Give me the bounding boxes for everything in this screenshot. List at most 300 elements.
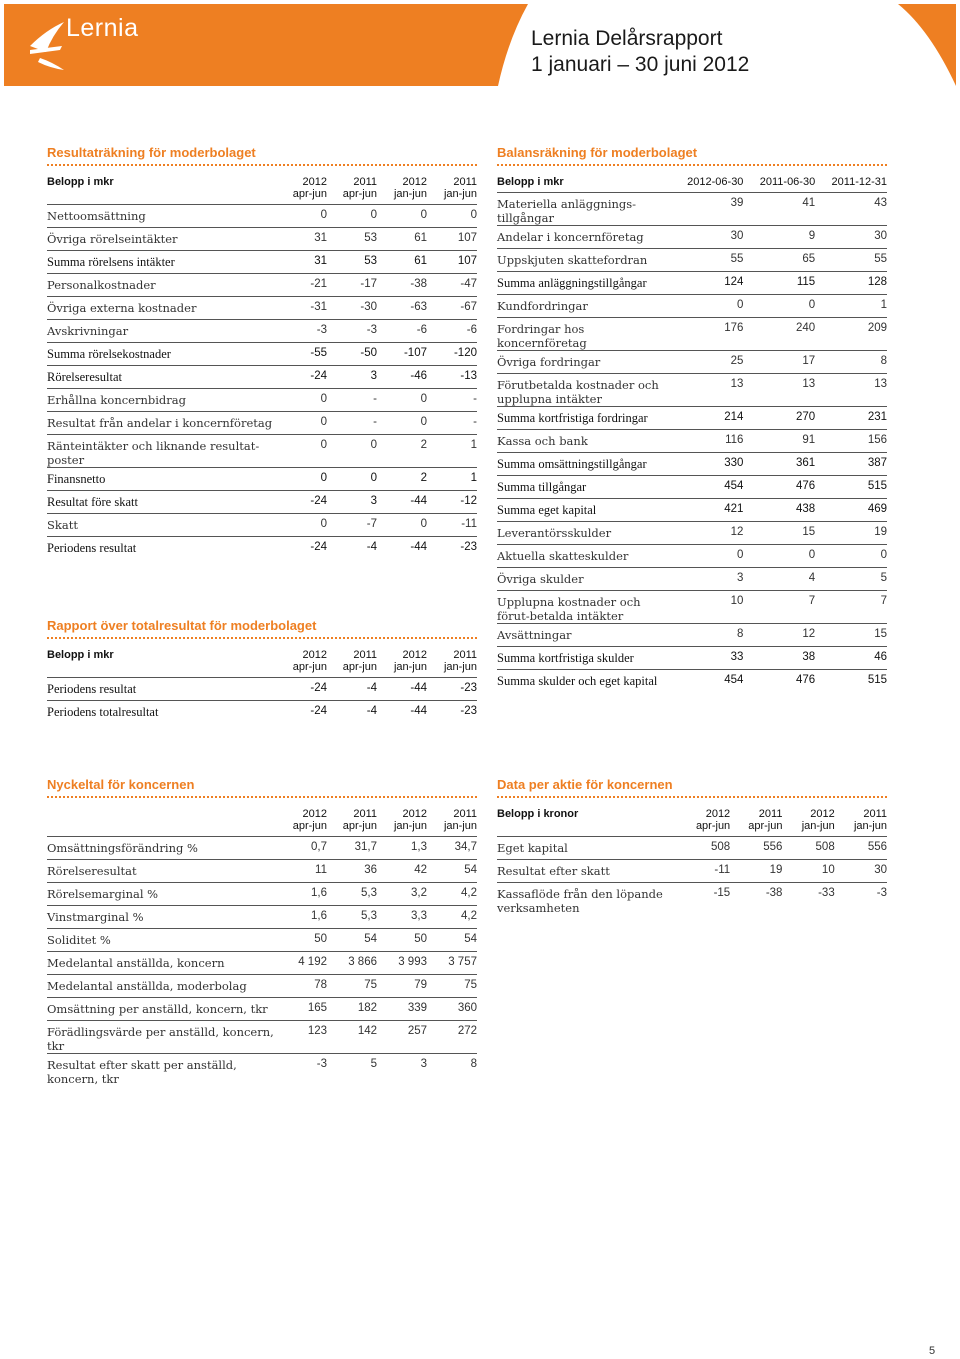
cell-value: 13 <box>743 374 815 407</box>
cell-value: 30 <box>815 226 887 249</box>
cell-value: -24 <box>277 491 327 514</box>
income-statement-section <box>47 145 477 559</box>
cell-value: 65 <box>743 249 815 272</box>
cell-value: 115 <box>743 272 815 295</box>
table-row <box>47 251 477 274</box>
row-label: Uppskjuten skattefordran <box>497 249 672 272</box>
cell-value: 257 <box>377 1021 427 1054</box>
column-period: jan-jun <box>393 820 427 832</box>
cell-value: 38 <box>743 647 815 670</box>
table-row <box>47 537 477 560</box>
row-label: Summa kortfristiga skulder <box>497 647 672 670</box>
row-label: Medelantal anställda, moderbolag <box>47 975 277 998</box>
cell-value: 3 <box>327 366 377 389</box>
table-row <box>47 929 477 952</box>
cell-value: - <box>327 412 377 435</box>
column-header <box>327 176 377 205</box>
table-row <box>47 274 477 297</box>
row-label: Eget kapital <box>497 837 678 860</box>
cell-value: 3 993 <box>377 952 427 975</box>
table-row <box>497 522 887 545</box>
per-share-table <box>497 808 887 915</box>
cell-value: - <box>427 412 477 435</box>
cell-value: -15 <box>678 883 730 916</box>
cell-value: 54 <box>427 929 477 952</box>
column-header <box>427 649 477 678</box>
cell-value: - <box>427 389 477 412</box>
table-row <box>497 837 887 860</box>
cell-value: 124 <box>672 272 744 295</box>
table-row <box>47 228 477 251</box>
row-label: Resultat efter skatt <box>497 860 678 883</box>
table-row <box>47 678 477 701</box>
column-year: 2012 <box>705 808 731 820</box>
cell-value: 8 <box>427 1054 477 1087</box>
cell-value: 454 <box>672 476 744 499</box>
cell-value: 31 <box>277 251 327 274</box>
row-label: Avsättningar <box>497 624 672 647</box>
cell-value: 176 <box>672 318 744 351</box>
cell-value: 42 <box>377 860 427 883</box>
table-row <box>47 837 477 860</box>
cell-value: 10 <box>672 591 744 624</box>
cell-value: -30 <box>327 297 377 320</box>
table-row <box>47 860 477 883</box>
cell-value: 156 <box>815 430 887 453</box>
cell-value: 0,7 <box>277 837 327 860</box>
column-header <box>730 808 782 837</box>
cell-value: -11 <box>678 860 730 883</box>
header-banner <box>0 0 960 92</box>
cell-value: 387 <box>815 453 887 476</box>
cell-value: -23 <box>427 701 477 724</box>
cell-value: 12 <box>743 624 815 647</box>
cell-value: 13 <box>815 374 887 407</box>
cell-value: -44 <box>377 537 427 560</box>
cell-value: 11 <box>277 860 327 883</box>
cell-value: 1 <box>427 435 477 468</box>
column-header <box>377 649 427 678</box>
cell-value: 0 <box>327 435 377 468</box>
column-year: 2011 <box>453 176 477 188</box>
column-header <box>782 808 834 837</box>
column-header <box>327 808 377 837</box>
column-header: 2012-06-30 <box>672 176 744 193</box>
cell-value: -47 <box>427 274 477 297</box>
row-label: Förutbetalda kostnader och upplupna intäkter <box>497 374 672 407</box>
table-row <box>47 412 477 435</box>
column-header <box>377 808 427 837</box>
cell-value: 123 <box>277 1021 327 1054</box>
cell-value: 182 <box>327 998 377 1021</box>
balance-sheet-section <box>497 145 887 692</box>
cell-value: -107 <box>377 343 427 366</box>
label-header: Belopp i mkr <box>47 176 277 205</box>
cell-value: -44 <box>377 491 427 514</box>
header-row <box>47 808 477 837</box>
logo-text: Lernia <box>66 14 139 42</box>
row-label: Periodens resultat <box>47 537 277 560</box>
cell-value: 50 <box>277 929 327 952</box>
row-label: Omsättning per anställd, koncern, tkr <box>47 998 277 1021</box>
cell-value: 116 <box>672 430 744 453</box>
cell-value: 15 <box>743 522 815 545</box>
cell-value: -55 <box>277 343 327 366</box>
row-label: Leverantörsskulder <box>497 522 672 545</box>
row-label: Materiella anläggnings-tillgångar <box>497 193 672 226</box>
cell-value: 2 <box>377 435 427 468</box>
cell-value: 0 <box>277 514 327 537</box>
column-period: apr-jun <box>342 661 377 673</box>
cell-value: 421 <box>672 499 744 522</box>
column-header <box>327 649 377 678</box>
section-title: Data per aktie för koncernen <box>497 777 887 798</box>
cell-value: -24 <box>277 678 327 701</box>
table-row <box>47 435 477 468</box>
cell-value: 30 <box>835 860 887 883</box>
table-row <box>497 318 887 351</box>
cell-value: 0 <box>743 545 815 568</box>
table-row <box>497 499 887 522</box>
row-label: Kundfordringar <box>497 295 672 318</box>
cell-value: 231 <box>815 407 887 430</box>
cell-value: 1 <box>815 295 887 318</box>
section-title: Balansräkning för moderbolaget <box>497 145 887 166</box>
label-header: Belopp i kronor <box>497 808 678 837</box>
cell-value: -7 <box>327 514 377 537</box>
cell-value: 0 <box>377 205 427 228</box>
cell-value: -21 <box>277 274 327 297</box>
table-row <box>47 320 477 343</box>
table-row <box>47 952 477 975</box>
column-header <box>277 808 327 837</box>
table-row <box>47 998 477 1021</box>
table-row <box>497 249 887 272</box>
income-table <box>47 176 477 559</box>
cell-value: -23 <box>427 537 477 560</box>
column-year: 2011 <box>353 808 377 820</box>
row-label: Erhållna koncernbidrag <box>47 389 277 412</box>
cell-value: 556 <box>730 837 782 860</box>
table-row <box>47 205 477 228</box>
row-label: Rörelseresultat <box>47 860 277 883</box>
column-header <box>277 176 327 205</box>
cell-value: 476 <box>743 476 815 499</box>
table-row <box>47 389 477 412</box>
table-row <box>47 366 477 389</box>
cell-value: 2 <box>377 468 427 491</box>
cell-value: 4,2 <box>427 883 477 906</box>
cell-value: -33 <box>782 883 834 916</box>
cell-value: 1 <box>427 468 477 491</box>
table-row <box>497 860 887 883</box>
cell-value: -38 <box>730 883 782 916</box>
cell-value: 39 <box>672 193 744 226</box>
table-row <box>47 514 477 537</box>
total-table <box>47 649 477 723</box>
cell-value: 34,7 <box>427 837 477 860</box>
column-period: jan-jun <box>443 188 477 200</box>
cell-value: -4 <box>327 701 377 724</box>
column-year: 2012 <box>302 176 327 188</box>
column-header <box>427 808 477 837</box>
column-year: 2012 <box>810 808 835 820</box>
row-label: Summa rörelsekostnader <box>47 343 277 366</box>
row-label: Nettoomsättning <box>47 205 277 228</box>
cell-value: 46 <box>815 647 887 670</box>
cell-value: 107 <box>427 228 477 251</box>
row-label: Vinstmarginal % <box>47 906 277 929</box>
row-label: Rörelsemarginal % <box>47 883 277 906</box>
cell-value: -3 <box>277 320 327 343</box>
cell-value: 43 <box>815 193 887 226</box>
column-year: 2012 <box>302 808 327 820</box>
row-label: Omsättningsförändring % <box>47 837 277 860</box>
column-period: apr-jun <box>292 820 327 832</box>
cell-value: 36 <box>327 860 377 883</box>
column-period: jan-jun <box>443 820 477 832</box>
cell-value: 19 <box>730 860 782 883</box>
cell-value: 270 <box>743 407 815 430</box>
row-label: Övriga fordringar <box>497 351 672 374</box>
cell-value: -12 <box>427 491 477 514</box>
table-row <box>497 374 887 407</box>
cell-value: 9 <box>743 226 815 249</box>
cell-value: -11 <box>427 514 477 537</box>
cell-value: 0 <box>815 545 887 568</box>
cell-value: 0 <box>672 295 744 318</box>
cell-value: 54 <box>327 929 377 952</box>
row-label: Fordringar hos koncernföretag <box>497 318 672 351</box>
cell-value: 17 <box>743 351 815 374</box>
cell-value: 61 <box>377 251 427 274</box>
cell-value: 50 <box>377 929 427 952</box>
column-header <box>427 176 477 205</box>
cell-value: 25 <box>672 351 744 374</box>
cell-value: 0 <box>427 205 477 228</box>
table-row <box>497 647 887 670</box>
table-row <box>497 226 887 249</box>
cell-value: 0 <box>377 412 427 435</box>
row-label: Periodens totalresultat <box>47 701 277 724</box>
table-row <box>47 701 477 724</box>
row-label: Summa tillgångar <box>497 476 672 499</box>
table-row <box>47 883 477 906</box>
table-row <box>497 476 887 499</box>
column-header <box>277 649 327 678</box>
cell-value: 3 757 <box>427 952 477 975</box>
column-header <box>377 176 427 205</box>
column-period: apr-jun <box>342 188 377 200</box>
cell-value: 12 <box>672 522 744 545</box>
cell-value: 55 <box>815 249 887 272</box>
table-row <box>47 343 477 366</box>
cell-value: -3 <box>835 883 887 916</box>
label-header: Belopp i mkr <box>497 176 672 193</box>
row-label: Summa rörelsens intäkter <box>47 251 277 274</box>
cell-value: 31,7 <box>327 837 377 860</box>
table-row <box>497 272 887 295</box>
row-label: Förädlingsvärde per anställd, koncern, tkr <box>47 1021 277 1054</box>
cell-value: 7 <box>815 591 887 624</box>
table-row <box>47 975 477 998</box>
cell-value: 3,2 <box>377 883 427 906</box>
column-period: jan-jun <box>801 820 835 832</box>
table-row <box>497 430 887 453</box>
table-row <box>497 453 887 476</box>
cell-value: -6 <box>377 320 427 343</box>
section-title: Nyckeltal för koncernen <box>47 777 477 798</box>
column-year: 2011 <box>863 808 887 820</box>
label-header: Belopp i mkr <box>47 649 277 678</box>
column-period: apr-jun <box>342 820 377 832</box>
cell-value: 61 <box>377 228 427 251</box>
cell-value: -4 <box>327 537 377 560</box>
table-row <box>47 906 477 929</box>
cell-value: -44 <box>377 701 427 724</box>
section-title: Resultaträkning för moderbolaget <box>47 145 477 166</box>
table-row <box>497 591 887 624</box>
cell-value: 515 <box>815 476 887 499</box>
cell-value: 209 <box>815 318 887 351</box>
cell-value: 0 <box>743 295 815 318</box>
row-label: Summa skulder och eget kapital <box>497 670 672 693</box>
column-year: 2012 <box>402 808 427 820</box>
cell-value: 330 <box>672 453 744 476</box>
row-label: Finansnetto <box>47 468 277 491</box>
cell-value: 13 <box>672 374 744 407</box>
page-number: 5 <box>929 1345 936 1357</box>
cell-value: 19 <box>815 522 887 545</box>
table-row <box>497 407 887 430</box>
key-ratios-table <box>47 808 477 1086</box>
row-label: Summa kortfristiga fordringar <box>497 407 672 430</box>
cell-value: 0 <box>327 205 377 228</box>
title-line-2: 1 januari – 30 juni 2012 <box>531 53 750 76</box>
row-label: Upplupna kostnader och förut-betalda intäkter <box>497 591 672 624</box>
cell-value: 1,3 <box>377 837 427 860</box>
column-period: jan-jun <box>393 188 427 200</box>
cell-value: 75 <box>327 975 377 998</box>
row-label: Övriga externa kostnader <box>47 297 277 320</box>
column-header: 2011-12-31 <box>815 176 887 193</box>
cell-value: 54 <box>427 860 477 883</box>
row-label: Rörelseresultat <box>47 366 277 389</box>
title-line-1: Lernia Delårsrapport <box>531 27 723 50</box>
table-row <box>47 491 477 514</box>
row-label: Resultat från andelar i koncernföretag <box>47 412 277 435</box>
cell-value: 454 <box>672 670 744 693</box>
cell-value: 508 <box>678 837 730 860</box>
cell-value: -3 <box>327 320 377 343</box>
table-row <box>497 193 887 226</box>
row-label: Medelantal anställda, koncern <box>47 952 277 975</box>
row-label: Resultat efter skatt per anställd, koncern, tkr <box>47 1054 277 1087</box>
row-label: Personalkostnader <box>47 274 277 297</box>
cell-value: -63 <box>377 297 427 320</box>
row-label: Resultat före skatt <box>47 491 277 514</box>
cell-value: 438 <box>743 499 815 522</box>
table-row <box>497 295 887 318</box>
cell-value: -67 <box>427 297 477 320</box>
cell-value: -4 <box>327 678 377 701</box>
cell-value: 4 <box>743 568 815 591</box>
cell-value: 214 <box>672 407 744 430</box>
cell-value: 339 <box>377 998 427 1021</box>
column-period: apr-jun <box>292 661 327 673</box>
column-year: 2012 <box>402 176 427 188</box>
cell-value: 4 192 <box>277 952 327 975</box>
cell-value: 5 <box>815 568 887 591</box>
cell-value: 0 <box>277 412 327 435</box>
cell-value: 41 <box>743 193 815 226</box>
cell-value: 78 <box>277 975 327 998</box>
cell-value: - <box>327 389 377 412</box>
cell-value: 3,3 <box>377 906 427 929</box>
column-year: 2012 <box>302 649 327 661</box>
cell-value: 8 <box>672 624 744 647</box>
table-row <box>497 670 887 693</box>
cell-value: 128 <box>815 272 887 295</box>
row-label: Övriga skulder <box>497 568 672 591</box>
page-header <box>0 0 960 92</box>
cell-value: 142 <box>327 1021 377 1054</box>
cell-value: -6 <box>427 320 477 343</box>
cell-value: -24 <box>277 701 327 724</box>
row-label: Soliditet % <box>47 929 277 952</box>
cell-value: 79 <box>377 975 427 998</box>
row-label: Ränteintäkter och liknande resultat-poster <box>47 435 277 468</box>
column-period: apr-jun <box>748 820 783 832</box>
cell-value: 10 <box>782 860 834 883</box>
per-share-section <box>497 777 887 915</box>
column-period: apr-jun <box>695 820 731 832</box>
column-header <box>835 808 887 837</box>
cell-value: 107 <box>427 251 477 274</box>
cell-value: 4,2 <box>427 906 477 929</box>
cell-value: 8 <box>815 351 887 374</box>
cell-value: -23 <box>427 678 477 701</box>
cell-value: -44 <box>377 678 427 701</box>
cell-value: 0 <box>277 435 327 468</box>
cell-value: -24 <box>277 537 327 560</box>
column-period: apr-jun <box>292 188 327 200</box>
cell-value: 3 <box>327 491 377 514</box>
cell-value: -3 <box>277 1054 327 1087</box>
balance-table <box>497 176 887 692</box>
table-row <box>47 1054 477 1087</box>
header-row <box>497 176 887 193</box>
cell-value: 30 <box>672 226 744 249</box>
cell-value: 0 <box>277 468 327 491</box>
cell-value: 0 <box>327 468 377 491</box>
row-label: Summa eget kapital <box>497 499 672 522</box>
table-row <box>497 568 887 591</box>
cell-value: 1,6 <box>277 883 327 906</box>
cell-value: 360 <box>427 998 477 1021</box>
column-year: 2011 <box>353 176 377 188</box>
column-header <box>678 808 730 837</box>
cell-value: 0 <box>377 514 427 537</box>
cell-value: 272 <box>427 1021 477 1054</box>
column-period: jan-jun <box>393 661 427 673</box>
header-row <box>47 649 477 678</box>
column-year: 2011 <box>353 649 377 661</box>
cell-value: -17 <box>327 274 377 297</box>
cell-value: 31 <box>277 228 327 251</box>
total-result-section <box>47 618 477 723</box>
cell-value: 515 <box>815 670 887 693</box>
